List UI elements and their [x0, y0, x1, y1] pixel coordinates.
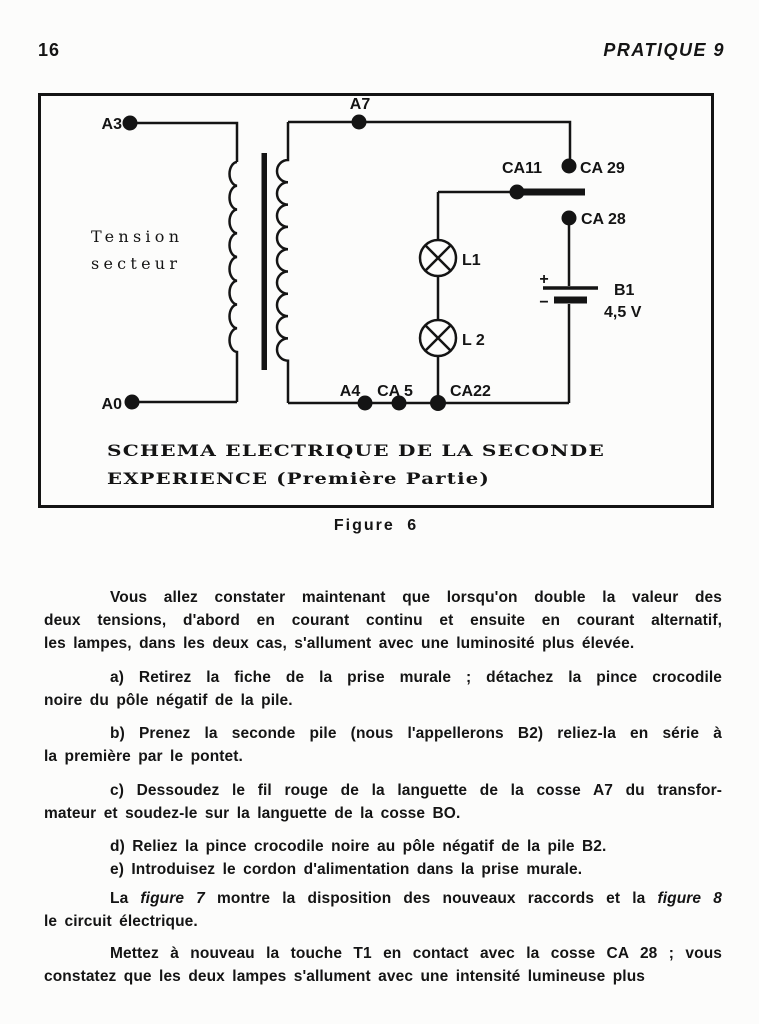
wire-a7-to-ca29 — [288, 122, 570, 159]
transformer-primary-coil — [230, 162, 237, 402]
transformer-secondary-coil — [277, 122, 288, 403]
label-ca22: CA22 — [450, 383, 491, 400]
page-number: 16 — [38, 40, 61, 60]
battery-minus-sign: − — [539, 294, 549, 311]
text-line: c) Dessoudez le fil rouge de la languette de la cosse A7 du transfor- — [110, 782, 722, 799]
text-line: d) Reliez la pince crocodile noire au pôle négatif de la pile B2. — [110, 838, 607, 855]
paragraph — [44, 779, 722, 825]
text-line: constatez que les deux lampes s'allument avec une intensité lumineuse plus — [44, 968, 645, 985]
label-a3: A3 — [101, 116, 122, 133]
text-line: mateur et soudez-le sur la languette de la cosse BO. — [44, 805, 461, 822]
terminal-dot-ca22 — [430, 395, 446, 411]
transformer-core — [262, 153, 268, 370]
text-line: deux tensions, d'abord en courant continu et ensuite en courant alternatif, — [44, 612, 722, 629]
label-a4: A4 — [339, 383, 361, 400]
terminal-dot-a7 — [352, 115, 367, 130]
text-line: e) Introduisez le cordon d'alimentation dans la prise murale. — [110, 861, 583, 878]
lamp-l2-cross — [425, 325, 450, 350]
figure-title-line2: EXPERIENCE (Première Partie) — [107, 469, 490, 488]
text-line: a) Retirez la fiche de la prise murale ; détachez la pince crocodile — [110, 669, 722, 686]
battery-plus-sign: + — [539, 271, 549, 288]
figure-title-line1: SCHEMA ELECTRIQUE DE LA SECONDE — [107, 441, 605, 460]
label-ca11: CA11 — [501, 160, 542, 177]
paragraph — [44, 858, 722, 881]
lamp-l1-cross — [425, 245, 450, 270]
label-ca5: CA 5 — [377, 383, 413, 400]
label-a0: A0 — [101, 396, 122, 413]
paragraph — [44, 942, 722, 988]
label-b1: B1 — [614, 282, 635, 299]
label-secteur: secteur — [91, 254, 177, 273]
figure-6-schematic — [38, 93, 714, 508]
text-line: la première par le pontet. — [44, 748, 243, 765]
wire-a3-to-primary — [130, 123, 237, 162]
figure-caption: Figure 6 — [333, 517, 419, 534]
label-a7: A7 — [349, 96, 371, 113]
terminal-dot-a0 — [125, 395, 140, 410]
paragraph — [44, 666, 722, 712]
text-line: b) Prenez la seconde pile (nous l'appellerons B2) reliez-la en série à — [110, 725, 722, 742]
terminal-dot-a3 — [123, 116, 138, 131]
text-line: Vous allez constater maintenant que lorsqu'on double la valeur des — [110, 589, 722, 606]
text-line: noire du pôle négatif de la pile. — [44, 692, 293, 709]
terminal-dot-ca11 — [510, 185, 525, 200]
text-line: les lampes, dans les deux cas, s'allument avec une luminosité plus élevée. — [44, 635, 635, 652]
paragraph — [44, 835, 722, 858]
terminal-dot-ca29 — [562, 159, 577, 174]
label-l2: L 2 — [462, 332, 485, 349]
text-line: le circuit électrique. — [44, 913, 198, 930]
label-ca28: CA 28 — [581, 211, 626, 228]
running-title: PRATIQUE 9 — [603, 40, 725, 60]
body-text — [44, 586, 722, 988]
label-b1-voltage: 4,5 V — [604, 304, 642, 321]
paragraph — [44, 887, 722, 933]
paragraph — [44, 722, 722, 768]
text-line: Mettez à nouveau la touche T1 en contact avec la cosse CA 28 ; vous — [110, 945, 722, 962]
paragraph — [44, 586, 722, 655]
label-ca29: CA 29 — [580, 160, 625, 177]
label-l1: L1 — [462, 252, 481, 269]
text-line: La figure 7 montre la disposition des nouveaux raccords et la figure 8 — [110, 890, 722, 907]
label-tension: Tension — [91, 227, 179, 246]
